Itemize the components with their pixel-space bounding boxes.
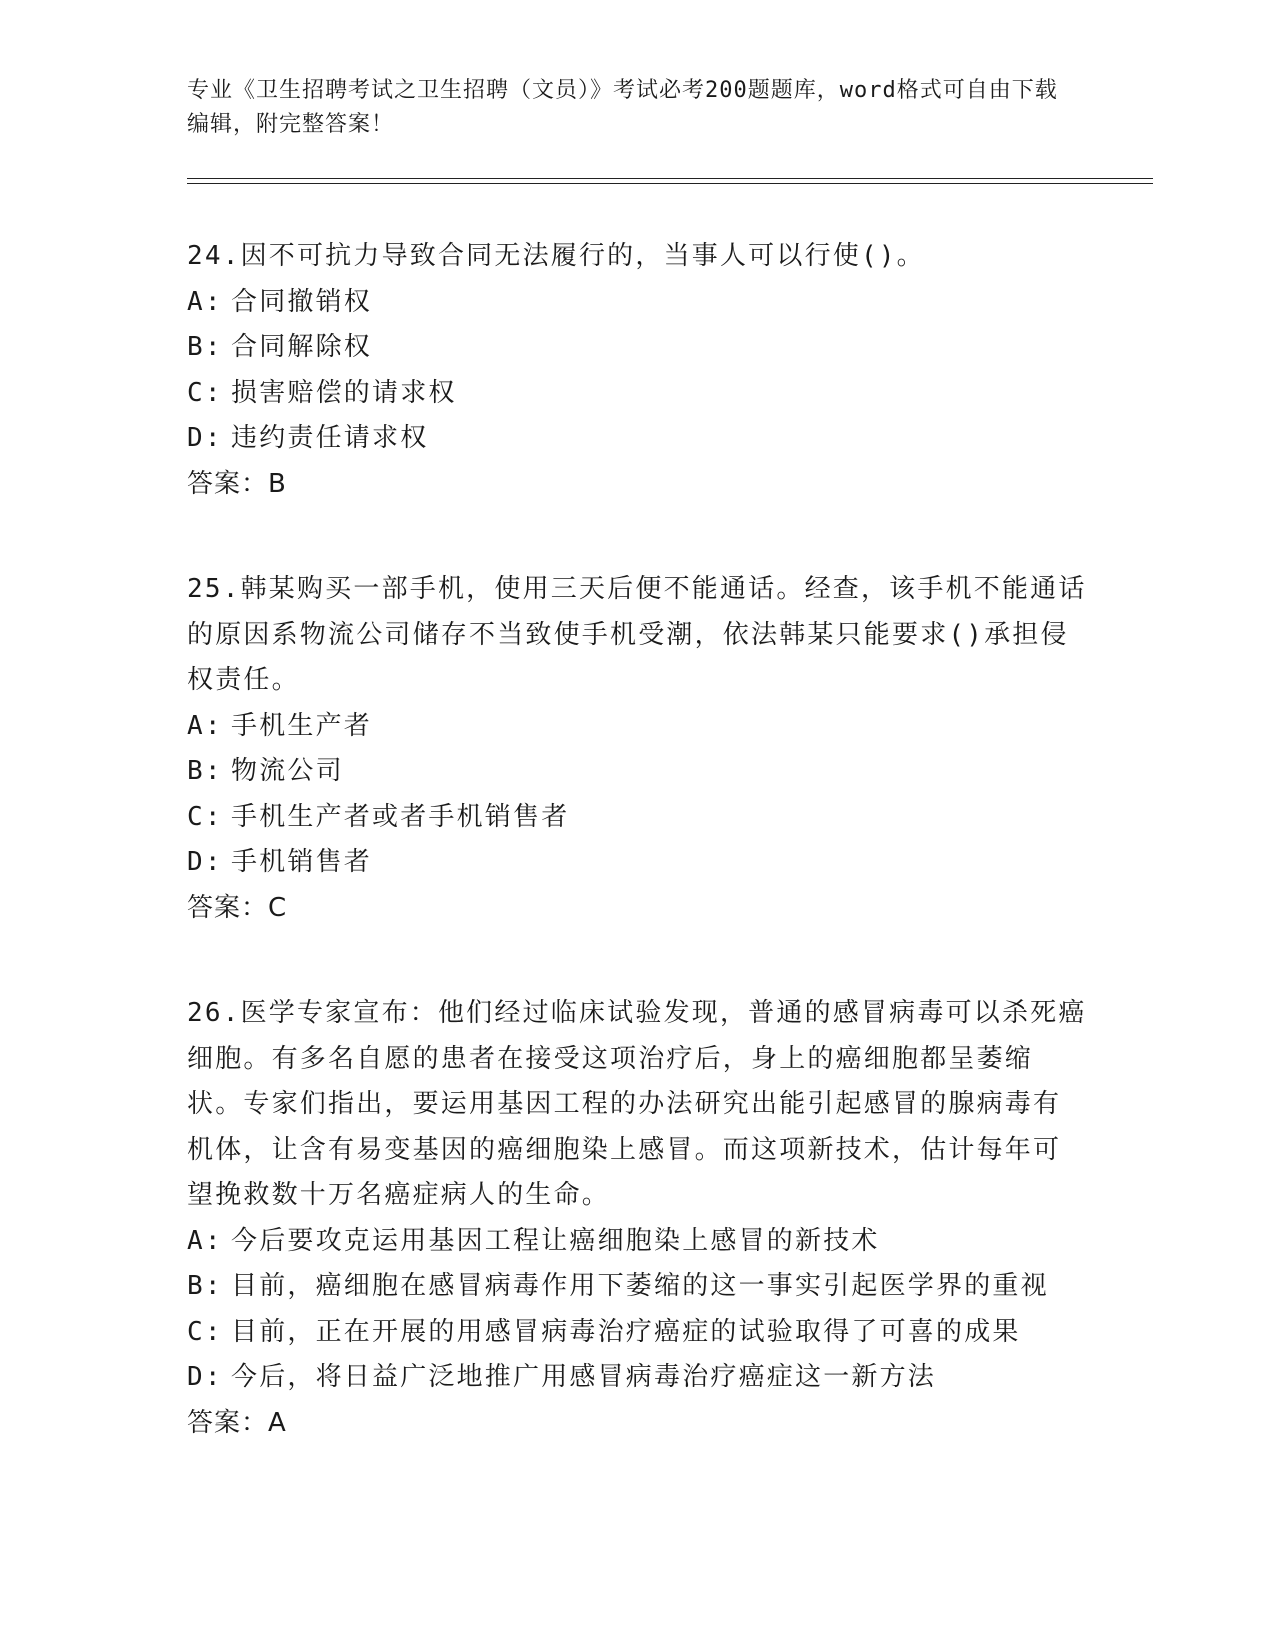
question-26 [187,991,1087,1446]
question-24 [187,234,1087,507]
option-letter: A: [187,710,223,741]
question-number: 24. [187,241,241,271]
option-c [187,1310,1087,1356]
option-c [187,371,1087,417]
question-number: 26. [187,998,241,1028]
option-b [187,1264,1087,1310]
option-text: 今后要攻克运用基因工程让癌细胞染上感冒的新技术 [231,1225,880,1256]
option-letter: B: [187,756,223,786]
option-text: 手机销售者 [231,847,373,877]
question-stem [187,991,1087,1219]
answer-value: B [268,468,287,499]
option-b [187,749,1087,795]
option-text: 违约责任请求权 [231,423,429,453]
option-letter: C: [187,801,223,832]
answer-line [187,1401,1087,1447]
option-letter: A: [187,1225,223,1256]
option-a [187,704,1087,750]
answer-label: 答案： [187,1407,269,1438]
option-a [187,1219,1087,1265]
option-c [187,795,1087,841]
option-text: 今后，将日益广泛地推广用感冒病毒治疗癌症这一新方法 [231,1362,937,1392]
question-number: 25. [187,574,241,604]
option-letter: C: [187,1316,223,1347]
question-text: 因不可抗力导致合同无法履行的，当事人可以行使()。 [240,241,925,271]
answer-label: 答案： [187,468,269,499]
option-letter: B: [187,332,223,362]
option-letter: A: [187,286,223,317]
answer-label: 答案： [187,892,269,923]
question-text: 医学专家宣布：他们经过临床试验发现，普通的感冒病毒可以杀死癌细胞。有多名自愿的患者在接受这项治疗后，身上的癌细胞都呈萎缩状。专家们指出，要运用基因工程的办法研究出能引起感冒的腺病毒有机体，让含有易变基因的癌细胞染上感冒。而这项新技术，估计每年可望挽救数十万名癌症病人的生命。 [187,998,1087,1210]
option-d [187,840,1087,886]
header-rule-bottom [187,183,1153,184]
option-letter: D: [187,1362,223,1392]
question-stem [187,234,1087,280]
option-text: 合同撤销权 [231,286,373,317]
question-25 [187,567,1087,931]
option-d [187,1355,1087,1401]
answer-value: C [268,892,288,923]
answer-line [187,886,1087,932]
option-letter: D: [187,847,223,877]
option-text: 手机生产者或者手机销售者 [231,801,570,832]
option-text: 目前，正在开展的用感冒病毒治疗癌症的试验取得了可喜的成果 [231,1316,1021,1347]
answer-value: A [268,1407,287,1438]
option-d [187,416,1087,462]
option-text: 物流公司 [231,756,344,786]
option-a [187,280,1087,326]
option-letter: C: [187,377,223,408]
option-text: 目前，癌细胞在感冒病毒作用下萎缩的这一事实引起医学界的重视 [231,1271,1049,1301]
question-stem [187,567,1087,704]
option-text: 合同解除权 [231,332,373,362]
answer-line [187,462,1087,508]
option-letter: D: [187,423,223,453]
option-b [187,325,1087,371]
question-text: 韩某购买一部手机，使用三天后便不能通话。经查，该手机不能通话的原因系物流公司储存不当致使手机受潮，依法韩某只能要求()承担侵权责任。 [187,574,1087,695]
question-list [187,234,1087,1506]
option-text: 手机生产者 [231,710,373,741]
document-header [187,74,1067,142]
header-text: 专业《卫生招聘考试之卫生招聘（文员）》考试必考200题题库，word格式可自由下载编辑，附完整答案！ [187,78,1058,137]
option-text: 损害赔偿的请求权 [231,377,457,408]
header-rule-top [187,178,1153,179]
option-letter: B: [187,1271,223,1301]
